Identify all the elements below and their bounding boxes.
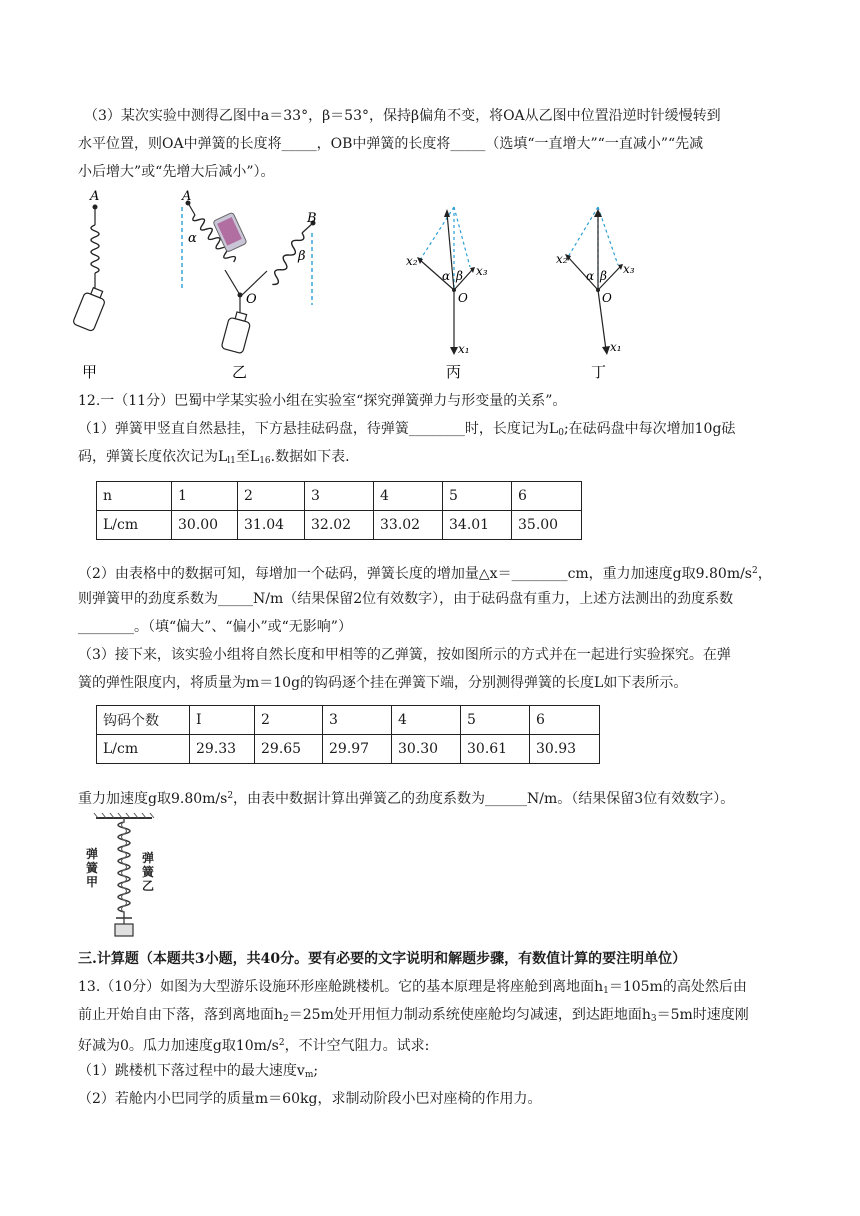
q11-part3-line2: 水平位置，则OA中弹簧的长度将_____，OB中弹簧的长度将_____（选填“一直增大”“一直减小”“先减	[78, 136, 704, 152]
svg-text:弹: 弹	[86, 847, 99, 861]
table-spring-yi	[96, 705, 600, 764]
label-x1-bing: x₁	[458, 342, 470, 356]
svg-text:弹: 弹	[142, 851, 155, 865]
label-beta-bing: β	[456, 269, 463, 283]
label-beta-yi: β	[298, 249, 306, 264]
label-A-jia: A	[90, 189, 100, 204]
q12-part2-line1: （2）由表格中的数据可知，每增加一个砝码，弹簧长度的增加量△x＝________cm，重力加速度g取$9.80m/s^2$，	[78, 566, 772, 582]
label-jia: 甲	[82, 363, 98, 381]
label-alpha-yi: α	[188, 231, 197, 246]
q13-line2: 前止开始自由下落，落到离地面$h_2=25m$处开用恒力制动系统使座舱均匀减速，到达距地面$h_3=5m$时速度刚	[78, 1007, 749, 1024]
q12-part1-line1: （1）弹簧甲竖直自然悬挂，下方悬挂砝码盘，待弹簧________时，长度记为$L_0$;在砝码盘中每次增加10g砝	[78, 421, 736, 438]
svg-text:簧: 簧	[142, 865, 155, 879]
q12-part2-line3: ________。（填“偏大”、“偏小”或“无影响”）	[78, 619, 352, 635]
table-row: 钩码个数 I 2 3 4 5 6	[97, 706, 600, 735]
q12-part3-line3: 重力加速度g取$9.80m/s^2$，由表中数据计算出弹簧乙的劲度系数为______N/m。（结果保留3位有效数字）。	[78, 791, 735, 807]
table-row: L/cm 30.00 31.04 32.02 33.02 34.01 35.00	[97, 511, 582, 540]
label-alpha-bing: α	[442, 269, 451, 283]
q11-part3-line1: （3）某次实验中测得乙图中a＝33°，β＝53°，保持β偏角不变，将OA从乙图中位置沿逆时针缓慢转到	[84, 108, 721, 124]
label-B-yi: B	[307, 211, 317, 226]
label-yi: 乙	[232, 363, 248, 381]
table-spring-jia	[96, 481, 582, 540]
table-row: L/cm 29.33 29.65 29.97 30.30 30.61 30.93	[97, 735, 600, 764]
label-ding: 丁	[591, 363, 607, 381]
svg-text:簧: 簧	[86, 861, 99, 875]
label-spring-yi	[142, 850, 155, 893]
figure-ding	[556, 207, 635, 381]
label-spring-jia	[86, 846, 99, 889]
label-beta-ding: β	[600, 269, 607, 283]
q13-line1: 13.（10分）如图为大型游乐设施环形座舱跳楼机。它的基本原理是将座舱到离地面$h_1=105m$的高处然后由	[78, 979, 747, 996]
spring-figures	[70, 185, 670, 385]
q12-part2-line2: 则弹簧甲的劲度系数为_____N/m（结果保留2位有效数字），由于砝码盘有重力，上述方法测出的劲度系数	[78, 591, 734, 607]
label-alpha-ding: α	[586, 269, 595, 283]
q11-part3-line3: 小后增大”或“先增大后减小”）。	[78, 164, 275, 180]
label-x3-ding: x₃	[623, 262, 635, 276]
label-x2-ding: x₂	[556, 252, 568, 266]
label-A-yi: A	[182, 189, 192, 204]
section3-title: 三.计算题（本题共3小题，共40分。要有必要的文字说明和解题步骤，有数值计算的要注明单位）	[78, 951, 687, 967]
figure-jia	[72, 189, 108, 381]
label-O-bing: O	[458, 291, 468, 305]
parallel-springs-figure	[82, 812, 172, 942]
q12-part1-line2: 码，弹簧长度依次记为$L_{l1}$至$L_{16}$.数据如下表.	[78, 449, 350, 466]
label-x2-bing: x₂	[406, 254, 418, 268]
table-row: n 1 2 3 4 5 6	[97, 482, 582, 511]
svg-text:乙: 乙	[142, 879, 155, 893]
label-O-ding: O	[602, 291, 612, 305]
q13-question1: （1）跳楼机下落过程中的最大速度$v_m$;	[78, 1063, 319, 1080]
q13-line3: 好减为0。瓜力加速度g取$10m/s^2$，不计空气阻力。试求:	[78, 1038, 430, 1054]
label-x3-bing: x₃	[476, 264, 488, 278]
label-O-yi: O	[246, 292, 257, 307]
svg-text:甲: 甲	[86, 875, 99, 889]
label-bing: 丙	[446, 363, 462, 381]
figure-bing	[406, 207, 488, 381]
label-x1-ding: x₁	[610, 340, 622, 354]
q12-part3-line1: （3）接下来，该实验小组将自然长度和甲相等的乙弹簧，按如图所示的方式并在一起进行实验探究。在弹	[78, 647, 731, 663]
q12-part3-line2: 簧的弹性限度内，将质量为m＝10g的钩码逐个挂在弹簧下端，分别测得弹簧的长度L如下表所示。	[78, 675, 688, 691]
figure-yi	[181, 189, 317, 381]
q12-title: 12.一（11分）巴蜀中学某实验小组在实验室“探究弹簧弹力与形变量的关系”。	[78, 393, 567, 409]
q13-question2: （2）若舱内小巴同学的质量m＝60kg，求制动阶段小巴对座椅的作用力。	[78, 1091, 542, 1107]
